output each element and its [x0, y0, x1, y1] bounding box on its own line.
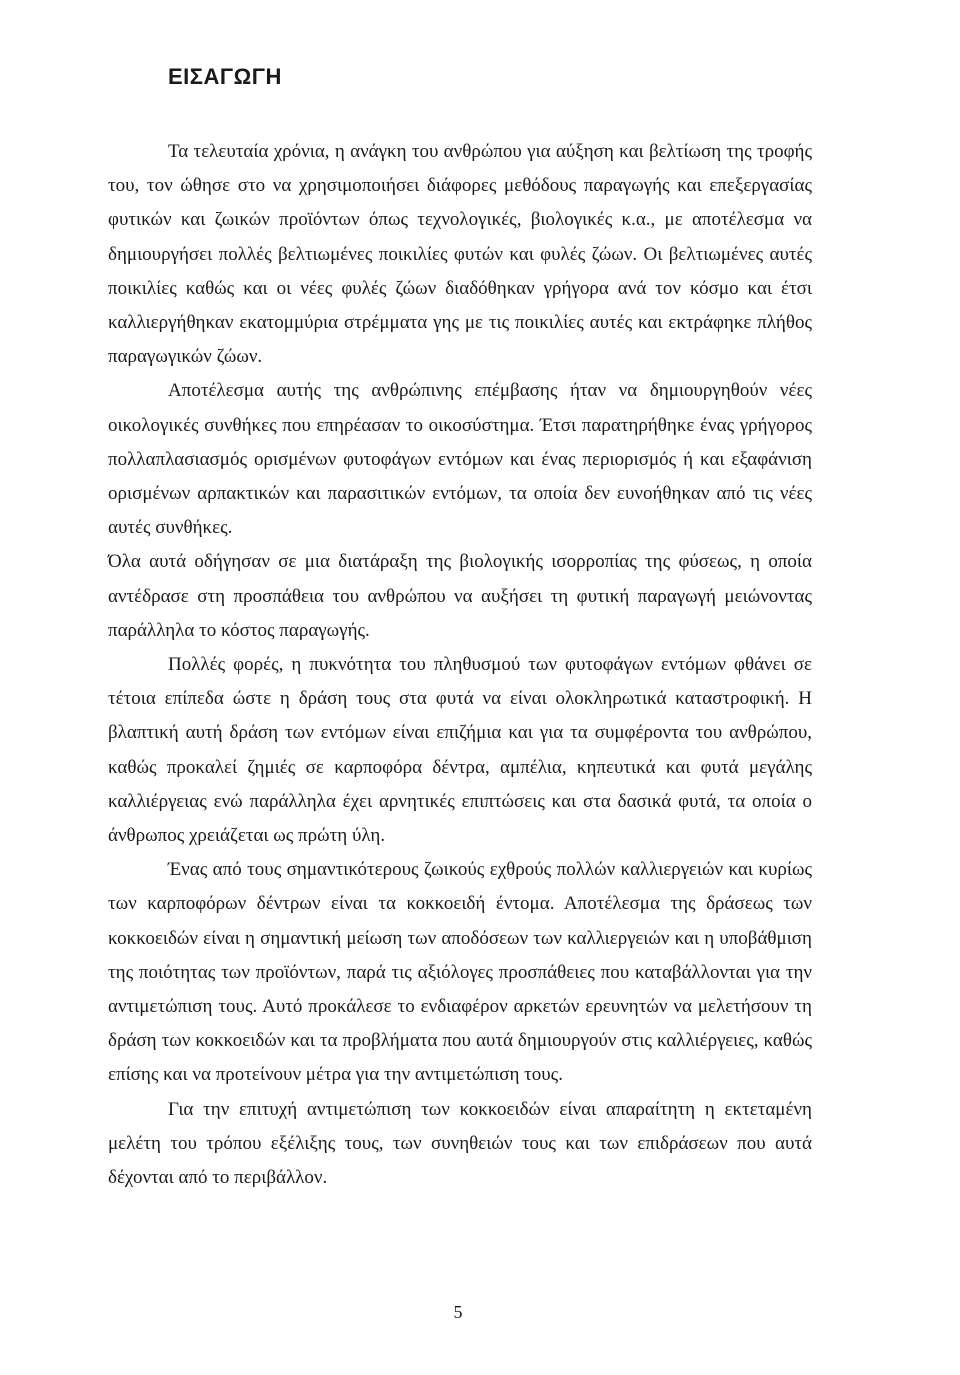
- paragraph-4: Πολλές φορές, η πυκνότητα του πληθυσμού των φυτοφάγων εντόμων φθάνει σε τέτοια επίπεδα ώστε η δράση τους στα φυτά να είναι ολοκληρωτικά καταστροφική. Η βλαπτική αυτή δράση των εντόμων είναι επιζήμια και για τα συμφέροντα του ανθρώπου, καθώς προκαλεί ζημιές σε καρποφόρα δέντρα, αμπέλια, κηπευτικά και φυτά μεγάλης καλλιέργειας ενώ παράλληλα έχει αρνητικές επιπτώσεις και στα δασικά φυτά, τα οποία ο άνθρωπος χρειάζεται ως πρώτη ύλη.: [108, 654, 812, 847]
- page-number: 5: [453, 1302, 463, 1322]
- body-text: [108, 135, 812, 1195]
- paragraph-1: Τα τελευταία χρόνια, η ανάγκη του ανθρώπου για αύξηση και βελτίωση της τροφής του, τον ώθησε στο να χρησιμοποιήσει διάφορες μεθόδους παραγωγής και επεξεργασίας φυτικών και ζωικών προϊόντων όπως τεχνολογικές, βιολογικές κ.α., με αποτέλεσμα να δημιουργήσει πολλές βελτιωμένες ποικιλίες φυτών και φυλές ζώων. Οι βελτιωμένες αυτές ποικιλίες καθώς και οι νέες φυλές ζώων διαδόθηκαν γρήγορα ανά τον κόσμο και έτσι καλλιεργήθηκαν εκατομμύρια στρέμματα γης με τις ποικιλίες αυτές και εκτράφηκε πλήθος παραγωγικών ζώων.: [108, 141, 812, 368]
- paragraph-2: Αποτέλεσμα αυτής της ανθρώπινης επέμβασης ήταν να δημιουργηθούν νέες οικολογικές συνθήκες που επηρέασαν το οικοσύστημα. Έτσι παρατηρήθηκε ένας γρήγορος πολλαπλασιασμός ορισμένων φυτοφάγων εντόμων και ένας περιορισμός ή και εξαφάνιση ορισμένων αρπακτικών και παρασιτικών εντόμων, τα οποία δεν ευνοήθηκαν από τις νέες αυτές συνθήκες.: [108, 380, 812, 539]
- paragraph-3: Όλα αυτά οδήγησαν σε μια διατάραξη της βιολογικής ισορροπίας της φύσεως, η οποία αντέδρασε στη προσπάθεια του ανθρώπου να αυξήσει τη φυτική παραγωγή μειώνοντας παράλληλα το κόστος παραγωγής.: [108, 551, 812, 641]
- page-title: ΕΙΣΑΓΩΓΗ: [168, 64, 282, 89]
- paragraph-6: Για την επιτυχή αντιμετώπιση των κοκκοειδών είναι απαραίτητη η εκτεταμένη μελέτη του τρόπου εξέλιξης τους, των συνηθειών τους και των επιδράσεων που αυτά δέχονται από το περιβάλλον.: [108, 1098, 812, 1189]
- paragraph-5: Ένας από τους σημαντικότερους ζωικούς εχθρούς πολλών καλλιεργειών και κυρίως των καρποφόρων δέντρων είναι τα κοκκοειδή έντομα. Αποτέλεσμα της δράσεως των κοκκοειδών είναι η σημαντική μείωση των αποδόσεων των καλλιεργειών και η υποβάθμιση της ποιότητας των προϊόντων, παρά τις αξιόλογες προσπάθειες που καταβάλλονται για την αντιμετώπιση τους. Αυτό προκάλεσε το ενδιαφέρον αρκετών ερευνητών να μελετήσουν τη δράση των κοκκοειδών και τα προβλήματα που αυτά δημιουργούν στις καλλιέργειες, καθώς επίσης και να προτείνουν μέτρα για την αντιμετώπιση τους.: [108, 859, 812, 1086]
